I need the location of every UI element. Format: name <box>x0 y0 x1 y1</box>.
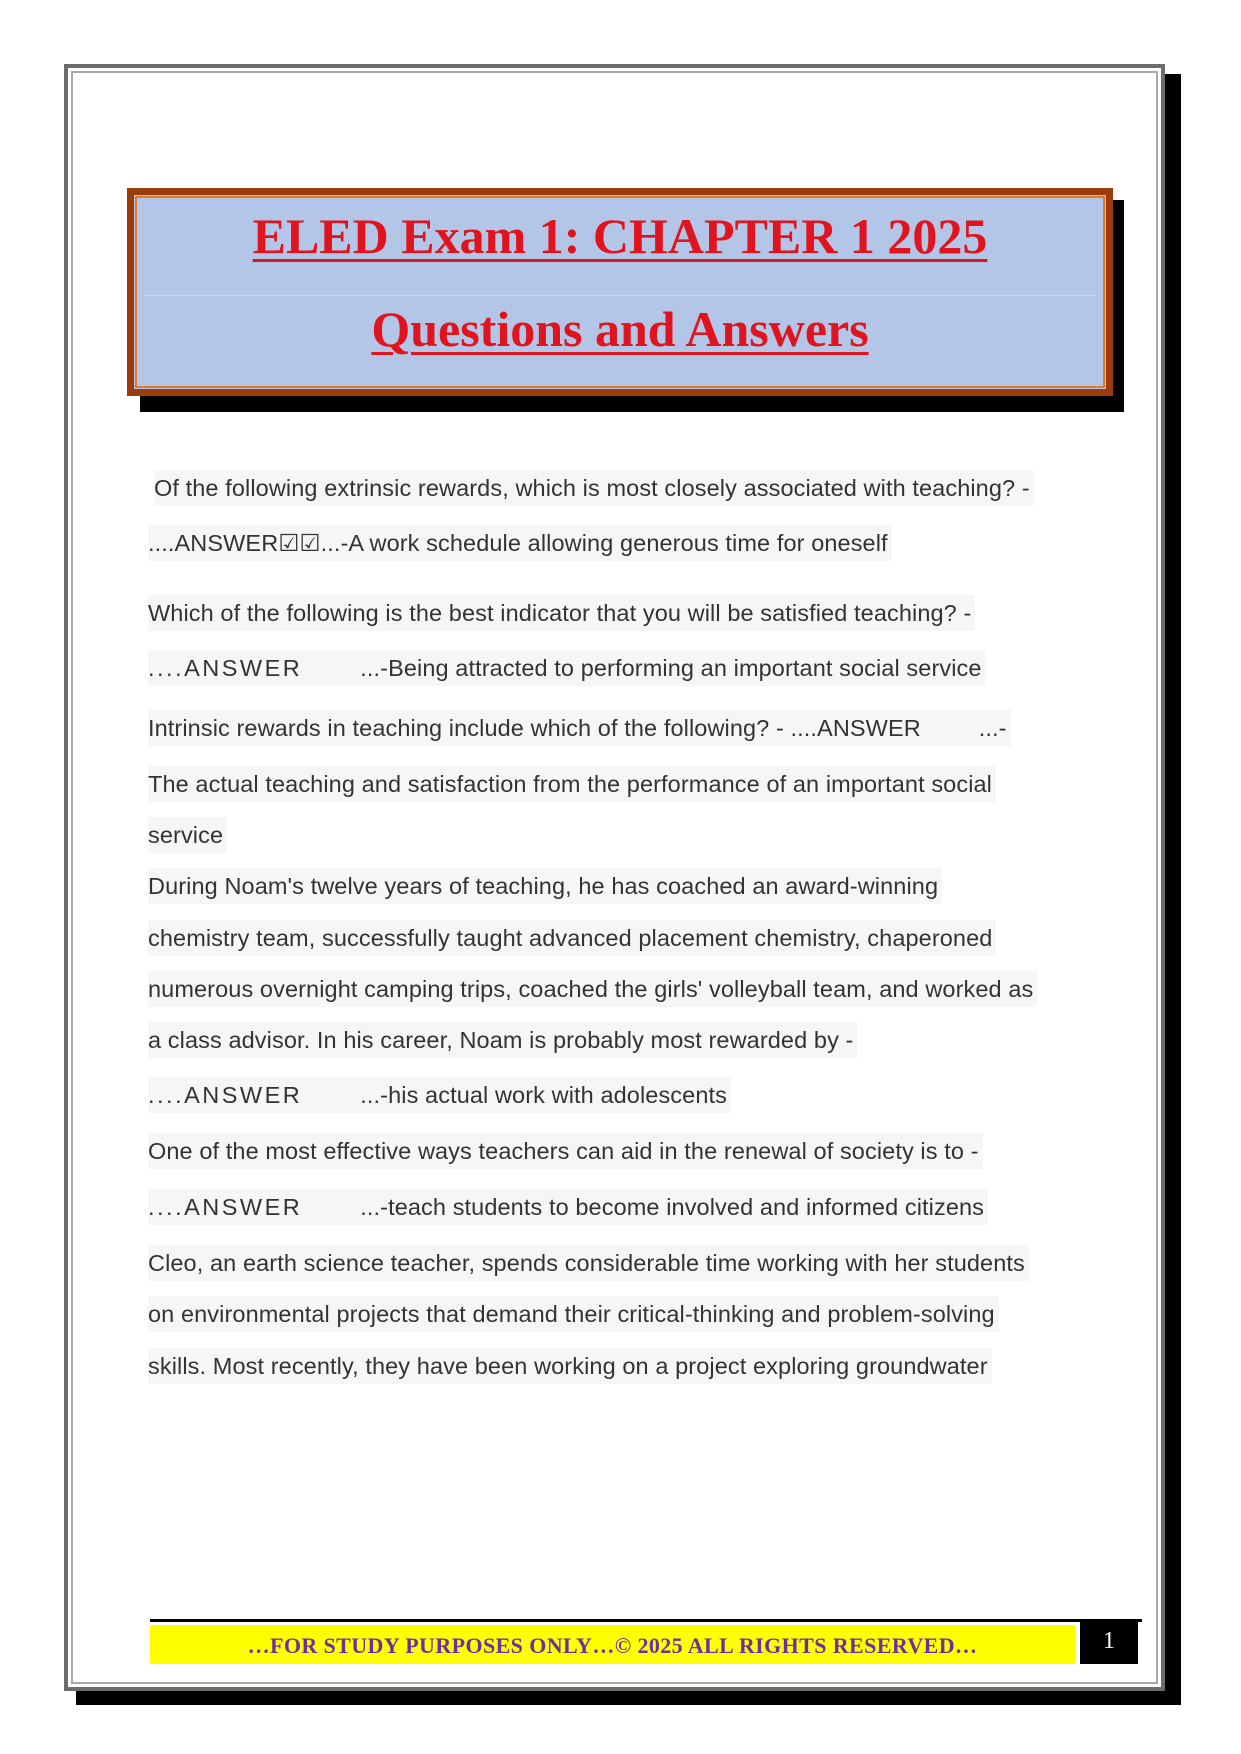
answer-label: ....ANSWER <box>148 1082 303 1108</box>
text-line: chemistry team, successfully taught advanced placement chemistry, chaperoned <box>148 920 996 956</box>
title-box <box>127 188 1113 396</box>
text-line: Which of the following is the best indicator that you will be satisfied teaching? - <box>148 595 975 631</box>
page-number: 1 <box>1080 1621 1138 1664</box>
text-line: skills. Most recently, they have been working on a project exploring groundwater <box>148 1348 992 1384</box>
text-line: a class advisor. In his career, Noam is probably most rewarded by - <box>148 1022 857 1058</box>
text-line: Cleo, an earth science teacher, spends considerable time working with her students <box>148 1245 1029 1281</box>
document-subtitle: Questions and Answers <box>371 301 869 357</box>
answer-text: ...-teach students to become involved and informed citizens <box>360 1194 985 1220</box>
answer-line <box>148 1189 988 1225</box>
text-line: Of the following extrinsic rewards, which is most closely associated with teaching? - <box>154 470 1034 506</box>
answer-text: ...-his actual work with adolescents <box>360 1082 727 1108</box>
answer-line <box>148 1077 731 1113</box>
answer-marker: ...- <box>978 715 1007 741</box>
footer-notice: …FOR STUDY PURPOSES ONLY…© 2025 ALL RIGHTS RESERVED… <box>150 1625 1075 1664</box>
text-line: One of the most effective ways teachers can aid in the renewal of society is to - <box>148 1133 983 1169</box>
answer-label: ....ANSWER <box>148 1194 303 1220</box>
text-line: service <box>148 817 227 853</box>
question-text: Intrinsic rewards in teaching include which of the following? - ....ANSWER <box>148 715 921 741</box>
answer-line <box>148 650 986 686</box>
text-line: During Noam's twelve years of teaching, he has coached an award-winning <box>148 868 942 904</box>
title-divider <box>144 295 1096 296</box>
answer-text: ...-Being attracted to performing an important social service <box>360 655 982 681</box>
footer-rule <box>150 1619 1142 1622</box>
text-line: on environmental projects that demand their critical-thinking and problem-solving <box>148 1296 999 1332</box>
answer-line <box>148 710 1011 746</box>
text-line: numerous overnight camping trips, coached the girls' volleyball team, and worked as <box>148 971 1037 1007</box>
answer-label: ....ANSWER <box>148 655 303 681</box>
text-line: The actual teaching and satisfaction from the performance of an important social <box>148 766 996 802</box>
answer-line <box>148 525 892 561</box>
answer-text: ....ANSWER☑☑...-A work schedule allowing generous time for oneself <box>148 530 888 556</box>
document-title: ELED Exam 1: CHAPTER 1 2025 <box>252 208 988 264</box>
